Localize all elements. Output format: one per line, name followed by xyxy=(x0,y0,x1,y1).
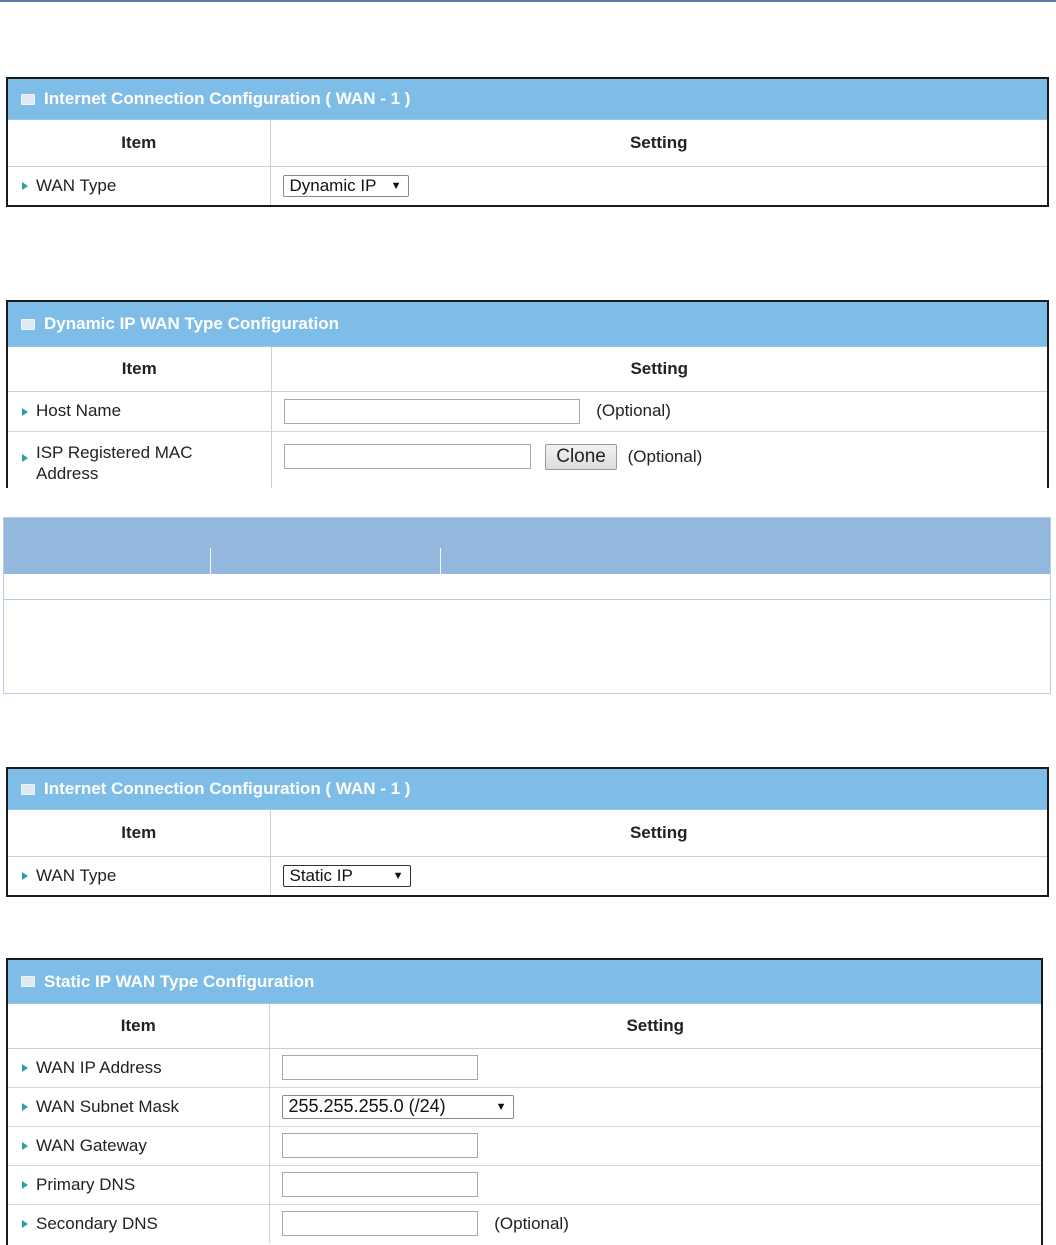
empty-table xyxy=(3,517,1051,694)
triangle-right-icon xyxy=(22,872,28,880)
triangle-right-icon xyxy=(22,408,28,416)
wan-ip-setting xyxy=(269,1048,1041,1087)
panel-title-bar xyxy=(8,79,1047,120)
wan-ip-label: WAN IP Address xyxy=(36,1057,162,1077)
wan-connection-panel-static xyxy=(6,767,1049,897)
dropdown-caret-icon: ▼ xyxy=(390,179,402,192)
config-table xyxy=(8,1004,1041,1243)
triangle-right-icon xyxy=(22,454,28,462)
subnet-mask-select[interactable] xyxy=(282,1095,514,1119)
panel-icon xyxy=(21,319,35,330)
panel-title: Internet Connection Configuration ( WAN - 1 ) xyxy=(44,89,411,108)
host-name-setting xyxy=(271,391,1047,431)
row-label-wan-type xyxy=(8,856,270,895)
row-label-mac xyxy=(8,431,271,488)
wan-connection-panel-dynamic xyxy=(6,77,1049,207)
subnet-mask-label: WAN Subnet Mask xyxy=(36,1096,179,1116)
host-name-input[interactable] xyxy=(284,399,580,424)
optional-hint: (Optional) xyxy=(627,446,703,466)
wan-type-setting xyxy=(270,166,1047,205)
secondary-dns-input[interactable] xyxy=(282,1211,478,1236)
header-divider xyxy=(440,548,441,574)
column-header-item: Item xyxy=(8,120,270,166)
column-header-item: Item xyxy=(8,810,270,856)
panel-title: Internet Connection Configuration ( WAN - 1 ) xyxy=(44,779,411,798)
triangle-right-icon xyxy=(22,1181,28,1189)
wan-type-select[interactable] xyxy=(283,175,409,197)
gateway-input[interactable] xyxy=(282,1133,478,1158)
secondary-dns-label: Secondary DNS xyxy=(36,1213,158,1233)
triangle-right-icon xyxy=(22,1064,28,1072)
triangle-right-icon xyxy=(22,1142,28,1150)
primary-dns-input[interactable] xyxy=(282,1172,478,1197)
column-header-setting: Setting xyxy=(269,1004,1041,1048)
dropdown-caret-icon: ▼ xyxy=(495,1100,507,1113)
panel-title-bar xyxy=(8,769,1047,810)
dynamic-ip-config-panel xyxy=(6,300,1049,488)
gateway-label: WAN Gateway xyxy=(36,1135,147,1155)
gateway-setting xyxy=(269,1126,1041,1165)
clone-button[interactable]: Clone xyxy=(545,444,617,470)
wan-type-label: WAN Type xyxy=(36,175,117,195)
panel-icon xyxy=(21,94,35,105)
config-table xyxy=(8,810,1047,895)
column-header-setting: Setting xyxy=(270,810,1047,856)
panel-title: Static IP WAN Type Configuration xyxy=(44,971,315,991)
row-label-gateway xyxy=(8,1126,269,1165)
column-header-item: Item xyxy=(8,1004,269,1048)
wan-type-select[interactable] xyxy=(283,865,411,887)
column-header-setting: Setting xyxy=(270,120,1047,166)
top-rule xyxy=(0,0,1056,2)
column-header-item: Item xyxy=(8,347,271,391)
optional-hint: (Optional) xyxy=(596,401,671,420)
triangle-right-icon xyxy=(22,1220,28,1228)
panel-title-bar xyxy=(8,960,1041,1004)
column-header-setting: Setting xyxy=(271,347,1047,391)
host-name-label: Host Name xyxy=(36,401,122,420)
row-label-wan-ip xyxy=(8,1048,269,1087)
panel-title-bar xyxy=(8,302,1047,347)
wan-type-label: WAN Type xyxy=(36,865,117,885)
triangle-right-icon xyxy=(22,1103,28,1111)
row-label-wan-type xyxy=(8,166,270,205)
subnet-mask-setting xyxy=(269,1087,1041,1126)
panel-icon xyxy=(21,784,35,795)
wan-type-value: Static IP xyxy=(289,865,353,885)
header-divider xyxy=(210,548,211,574)
subnet-mask-value: 255.255.255.0 (/24) xyxy=(288,1096,446,1116)
wan-ip-input[interactable] xyxy=(282,1055,478,1080)
primary-dns-setting xyxy=(269,1165,1041,1204)
secondary-dns-setting xyxy=(269,1204,1041,1243)
config-table xyxy=(8,347,1047,488)
mac-address-setting xyxy=(271,431,1047,488)
dropdown-caret-icon: ▼ xyxy=(392,869,404,882)
row-label-subnet-mask xyxy=(8,1087,269,1126)
table-header xyxy=(4,518,1050,574)
row-divider xyxy=(4,599,1050,600)
triangle-right-icon xyxy=(22,182,28,190)
optional-hint: (Optional) xyxy=(494,1213,569,1233)
wan-type-value: Dynamic IP xyxy=(289,175,377,195)
mac-address-label: ISP Registered MAC Address xyxy=(36,442,193,483)
panel-title: Dynamic IP WAN Type Configuration xyxy=(44,314,340,333)
mac-address-input[interactable] xyxy=(284,444,531,469)
wan-type-setting xyxy=(270,856,1047,895)
row-label-host-name xyxy=(8,391,271,431)
config-table xyxy=(8,120,1047,205)
primary-dns-label: Primary DNS xyxy=(36,1174,136,1194)
row-label-secondary-dns xyxy=(8,1204,269,1243)
panel-icon xyxy=(21,976,35,987)
row-label-primary-dns xyxy=(8,1165,269,1204)
static-ip-config-panel xyxy=(6,958,1043,1245)
